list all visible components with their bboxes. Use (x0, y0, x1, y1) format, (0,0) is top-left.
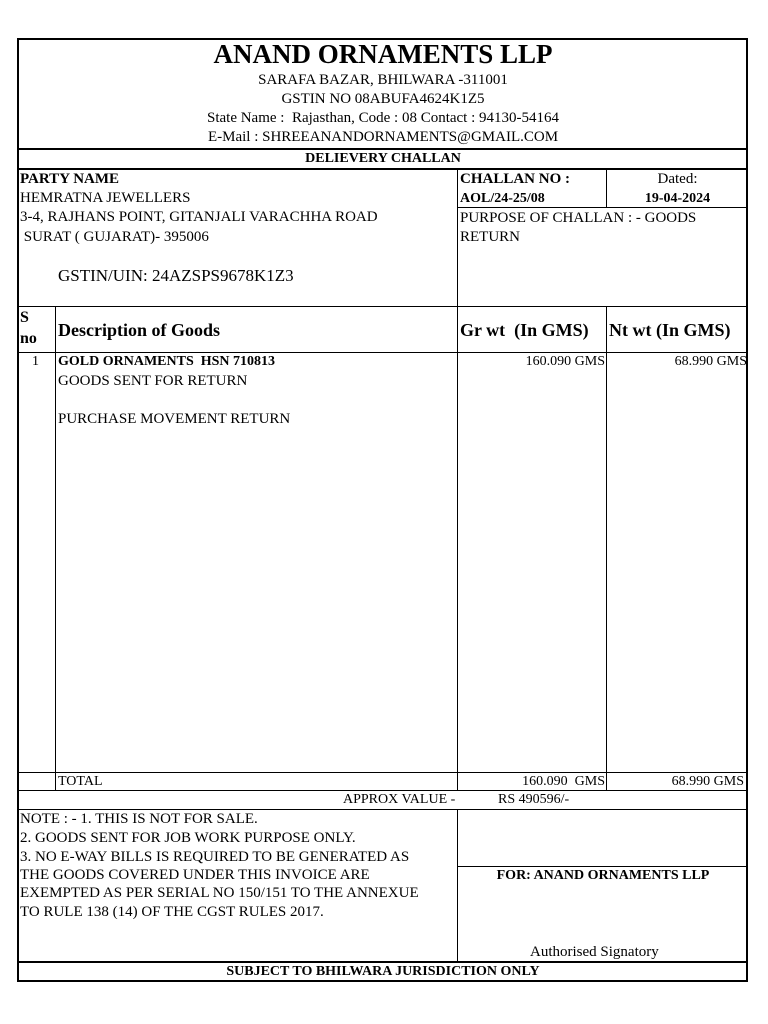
note-line: 3. NO E-WAY BILLS IS REQUIRED TO BE GENERATED AS (20, 849, 410, 865)
jurisdiction-footer: SUBJECT TO BHILWARA JURISDICTION ONLY (226, 964, 540, 979)
authorised-signatory: Authorised Signatory (530, 944, 659, 960)
rule-below-party (18, 306, 748, 307)
rule-notes-signature-divider (457, 809, 458, 962)
document-title: DELIEVERY CHALLAN (305, 151, 461, 166)
note-line: EXEMPTED AS PER SERIAL NO 150/151 TO THE ANNEXUE (20, 885, 419, 901)
row-description-line1: GOLD ORNAMENTS HSN 710813 (58, 354, 276, 369)
row-description-line2: GOODS SENT FOR RETURN (58, 373, 248, 389)
company-email: E-Mail : SHREEANANDORNAMENTS@GMAIL.COM (207, 129, 559, 145)
company-address: SARAFA BAZAR, BHILWARA -311001 (258, 72, 508, 88)
note-line: 2. GOODS SENT FOR JOB WORK PURPOSE ONLY. (20, 830, 356, 846)
header-gross-weight: Gr wt (In GMS) (460, 320, 589, 340)
header-net-weight: Nt wt (In GMS) (609, 320, 731, 340)
row-description-line3: PURCHASE MOVEMENT RETURN (58, 411, 291, 427)
company-state-contact: State Name : Rajasthan, Code : 08 Contact : 94130-54164 (206, 110, 560, 126)
note-line: TO RULE 138 (14) OF THE CGST RULES 2017. (20, 904, 324, 920)
party-name: HEMRATNA JEWELLERS (20, 190, 191, 206)
rule-description-column (457, 306, 458, 790)
company-name: ANAND ORNAMENTS LLP (213, 39, 553, 69)
approx-value-label: APPROX VALUE - (343, 792, 456, 807)
note-line: THE GOODS COVERED UNDER THIS INVOICE ARE (20, 867, 370, 883)
total-gross-weight: 160.090 GMS (522, 774, 605, 789)
header-sno-line2: no (20, 330, 37, 347)
for-company-label: FOR: ANAND ORNAMENTS LLP (496, 868, 710, 883)
header-sno-line1: S (20, 309, 29, 326)
party-heading: PARTY NAME (20, 171, 120, 187)
dated-value: 19-04-2024 (644, 191, 711, 206)
header-description: Description of Goods (58, 320, 220, 340)
dated-label: Dated: (657, 171, 698, 187)
purpose-line2: RETURN (460, 229, 520, 245)
purpose-line1: PURPOSE OF CHALLAN : - GOODS (460, 210, 697, 226)
rule-gross-column (606, 306, 607, 790)
row-sno: 1 (32, 354, 39, 369)
challan-no-label: CHALLAN NO : (460, 171, 571, 187)
company-gstin: GSTIN NO 08ABUFA4624K1Z5 (281, 91, 485, 107)
note-line: NOTE : - 1. THIS IS NOT FOR SALE. (20, 811, 258, 827)
party-address-line2: SURAT ( GUJARAT)- 395006 (20, 229, 209, 245)
row-gross-weight: 160.090 GMS (525, 354, 605, 369)
party-gstin: GSTIN/UIN: 24AZSPS9678K1Z3 (58, 266, 294, 285)
party-address-line1: 3-4, RAJHANS POINT, GITANJALI VARACHHA ROAD (20, 209, 378, 225)
total-label: TOTAL (58, 774, 103, 789)
approx-value-amount: RS 490596/- (498, 792, 570, 807)
row-net-weight: 68.990 GMS (674, 354, 747, 369)
total-net-weight: 68.990 GMS (671, 774, 744, 789)
rule-sno-column (55, 306, 56, 790)
challan-no-value: AOL/24-25/08 (460, 191, 545, 206)
